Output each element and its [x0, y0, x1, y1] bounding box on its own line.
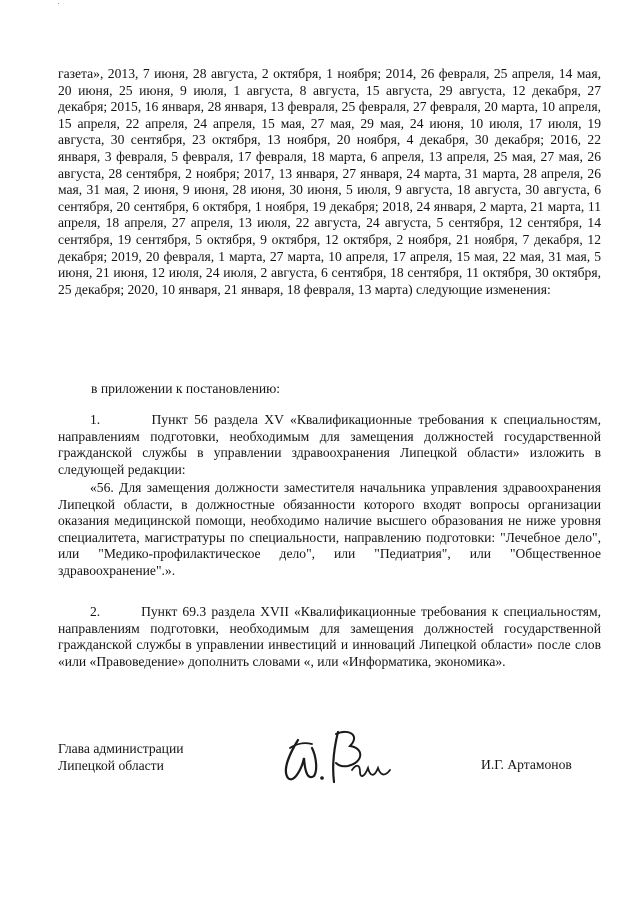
signatory-title-line-2: Липецкой области [58, 758, 164, 773]
scan-speck [58, 3, 59, 4]
appendix-heading: в приложении к постановлению: [91, 381, 281, 396]
item-2-paragraph: 2. Пункт 69.3 раздела XVII «Квалификационные требования к специальностям, направлениям подготовки, необходимым для замещения должностей государственной гражданской службы в управлении инвестиций и инноваций Липецкой области» после слов «или «Правоведение» дополнить словами «, или «Информатика, экономика». [58, 604, 601, 669]
signatory-title-line-1: Глава администрации [58, 741, 184, 756]
signatory-name: И.Г. Артамонов [481, 757, 572, 772]
item-1-quote-paragraph: «56. Для замещения должности заместителя начальника управления здравоохранения Липецкой области, в должностные обязанности которого входят вопросы организации оказания медицинской помощи, необходимо наличие высшего образования не ниже уровня специалитета, магистратуры по специальности, направлению подготовки: "Лечебное дело", или "Медико-профилактическое дело", или "Педиатрия", или "Общественное здравоохранение".». [58, 480, 601, 578]
item-1-paragraph: 1. Пункт 56 раздела XV «Квалификационные требования к специальностям, направлениям подготовки, необходимым для замещения должностей государственной гражданской службы в управлении здравоохранения Липецкой области» изложить в следующей редакции: [58, 412, 601, 477]
handwritten-signature [268, 718, 408, 798]
intro-paragraph: газета», 2013, 7 июня, 28 августа, 2 октября, 1 ноября; 2014, 26 февраля, 25 апреля, 14 мая, 20 июня, 25 июня, 9 июля, 1 августа, 8 августа, 15 августа, 29 августа, 12 декабря, 27 декабря; 2015, 16 января, 28 января, 13 февраля, 25 февраля, 27 февраля, 20 марта, 10 апреля, 15 апреля, 22 апреля, 24 апреля, 15 мая, 27 мая, 29 мая, 24 июня, 10 июля, 17 июля, 19 августа, 30 сентября, 23 октября, 13 ноября, 20 ноября, 4 декабря, 30 декабря; 2016, 22 января, 3 февраля, 5 февраля, 17 февраля, 18 марта, 6 апреля, 13 апреля, 25 мая, 27 мая, 26 августа, 28 сентября, 2 ноября; 2017, 13 января, 27 января, 24 марта, 31 марта, 28 апреля, 26 мая, 31 мая, 2 июня, 9 июня, 28 июня, 30 июня, 5 июля, 9 августа, 18 августа, 30 августа, 6 сентября, 20 сентября, 6 октября, 1 ноября, 19 декабря; 2018, 24 января, 2 марта, 21 марта, 11 апреля, 18 апреля, 27 апреля, 13 июля, 22 августа, 24 августа, 5 сентября, 12 сентября, 14 сентября, 19 сентября, 5 октября, 9 октября, 12 октября, 2 ноября, 21 ноября, 7 декабря, 12 декабря; 2019, 20 февраля, 1 марта, 27 марта, 10 апреля, 17 апреля, 15 мая, 22 мая, 31 мая, 5 июня, 21 июня, 12 июля, 24 июля, 2 августа, 6 сентября, 18 сентября, 11 октября, 30 октября, 25 декабря; 2020, 10 января, 21 января, 18 февраля, 13 марта) следующие изменения: [58, 66, 601, 297]
signatory-title [58, 740, 184, 774]
